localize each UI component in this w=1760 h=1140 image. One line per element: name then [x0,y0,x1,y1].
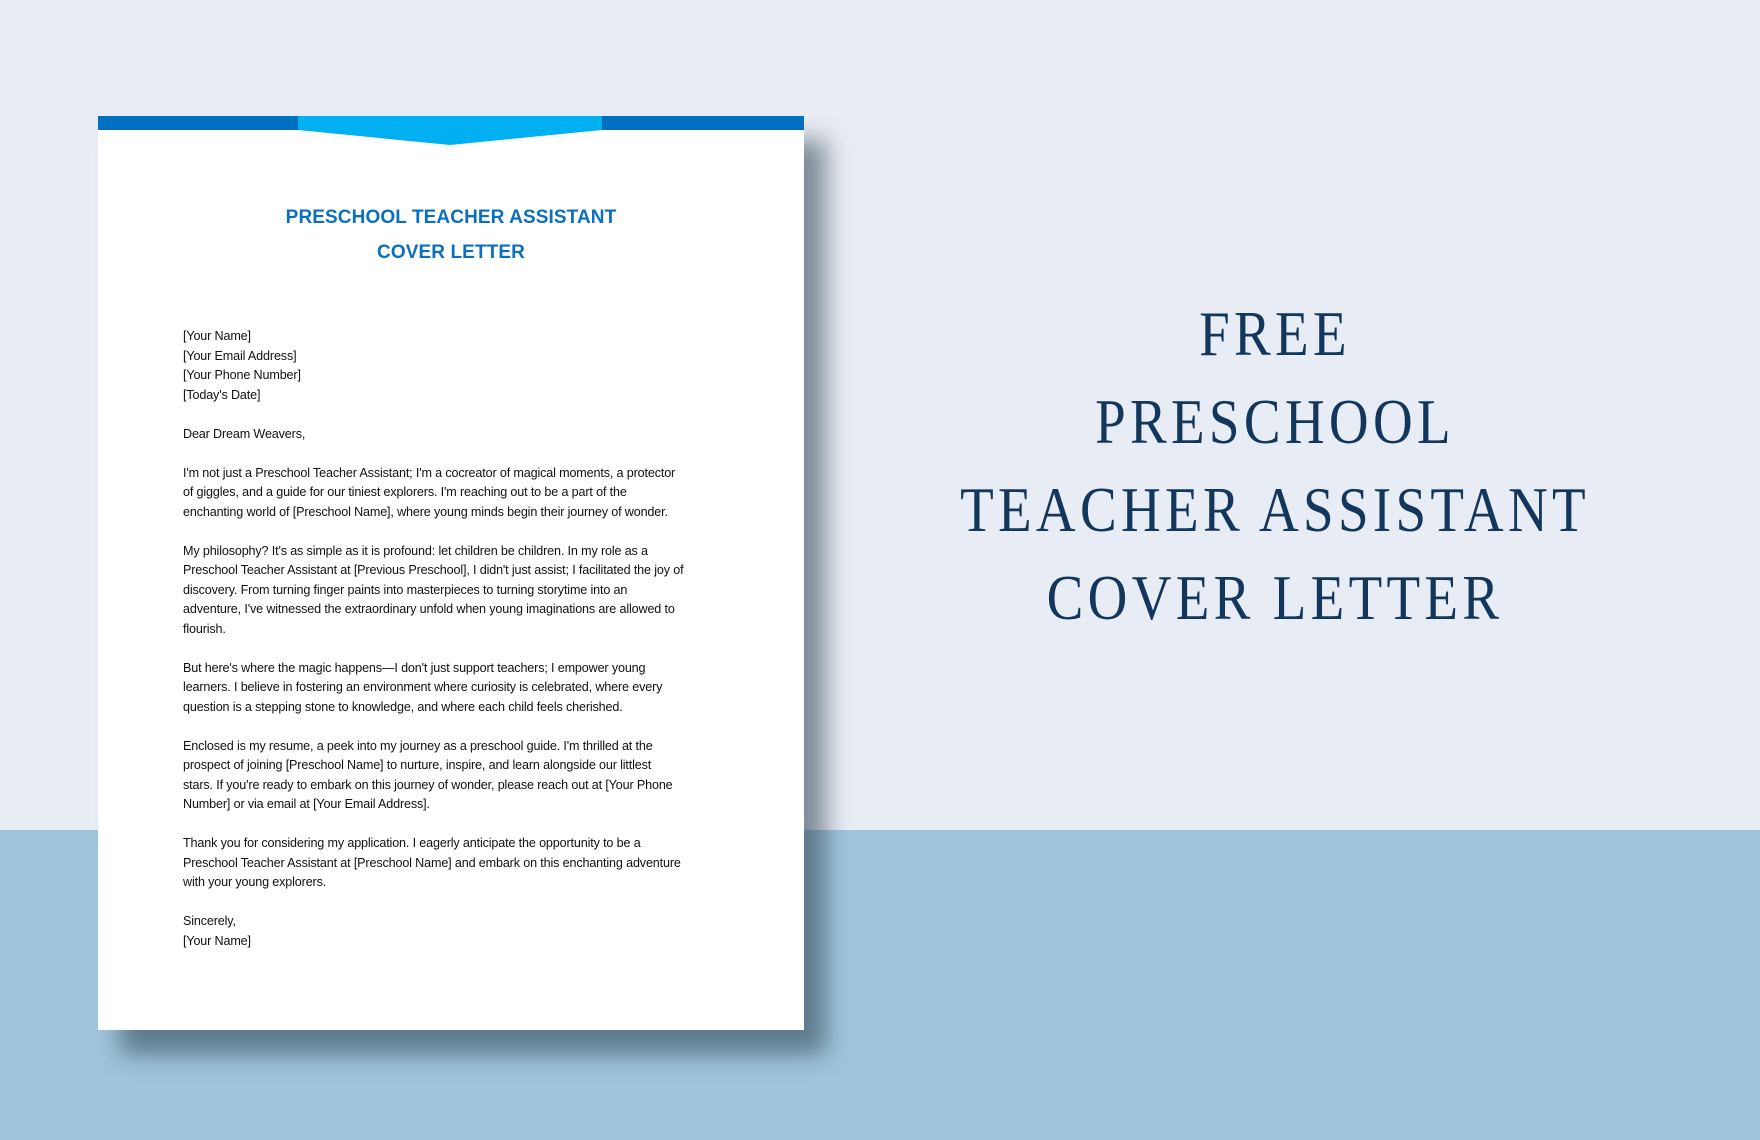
sender-block [183,327,743,405]
paragraph-line: with your young explorers. [183,875,327,889]
hero-line: TEACHER ASSISTANT [960,474,1590,545]
sender-email: [Your Email Address] [183,348,297,363]
sender-date: [Today's Date] [183,387,261,402]
paragraph-line: Preschool Teacher Assistant at [Previous Preschool], I didn't just assist; I facilitated the joy of [183,563,684,577]
sender-name: [Your Name] [183,329,251,343]
letter-body [183,327,743,951]
paragraph-line: But here's where the magic happens—I don't just support teachers; I empower young [183,660,646,675]
hero-line: FREE [1199,298,1351,369]
paragraph-line: Preschool Teacher Assistant at [Preschool Name] and embark on this enchanting adventure [183,855,681,870]
paragraph-2 [183,542,743,640]
paragraph-line: Thank you for considering my application. I eagerly anticipate the opportunity to be a [183,836,641,850]
paragraph-line: adventure, I've witnessed the extraordinary unfold when young imaginations are allowed to [183,602,675,616]
paragraph-line: enchanting world of [Preschool Name], where young minds begin their journey of wonder. [183,504,668,519]
hero-line: COVER LETTER [1046,562,1504,633]
paragraph-line: flourish. [183,621,226,636]
signature: [Your Name] [183,933,251,948]
document-title-line: PRESCHOOL TEACHER ASSISTANT [285,207,617,228]
closing: Sincerely, [183,914,236,928]
paragraph-line: Enclosed is my resume, a peek into my journey as a preschool guide. I'm thrilled at the [183,738,653,753]
paragraph-4 [183,737,743,815]
cover-letter-page [98,116,804,1030]
hero-line: PRESCHOOL [1095,386,1455,457]
paragraph-5 [183,834,743,893]
sender-phone: [Your Phone Number] [183,368,301,382]
paragraph-line: prospect of joining [Preschool Name] to nurture, inspire, and learn alongside our littlest [183,758,652,772]
paragraph-1 [183,464,743,523]
paragraph-line: of giggles, and a guide for our tiniest explorers. I'm reaching out to be a part of the [183,485,627,499]
paragraph-line: learners. I believe in fostering an environment where curiosity is celebrated, where every [183,680,663,694]
header-chevron-icon [298,116,602,146]
document-title-line: COVER LETTER [377,242,525,263]
paragraph-line: stars. If you're ready to embark on this journey of wonder, please reach out at [Your Phone [183,777,673,792]
paragraph-line: Number] or via email at [Your Email Address]. [183,797,430,811]
document-title [98,200,804,270]
paragraph-3 [183,659,743,718]
paragraph-line: My philosophy? It's as simple as it is profound: let children be children. In my role as a [183,543,648,558]
hero-heading [935,290,1614,642]
paragraph-line: discovery. From turning finger paints into masterpieces to turning storytime into an [183,582,628,597]
paragraph-line: I'm not just a Preschool Teacher Assistant; I'm a cocreator of magical moments, a protector [183,465,676,480]
paragraph-line: question is a stepping stone to knowledge, and where each child feels cherished. [183,699,623,714]
salutation: Dear Dream Weavers, [183,426,306,441]
